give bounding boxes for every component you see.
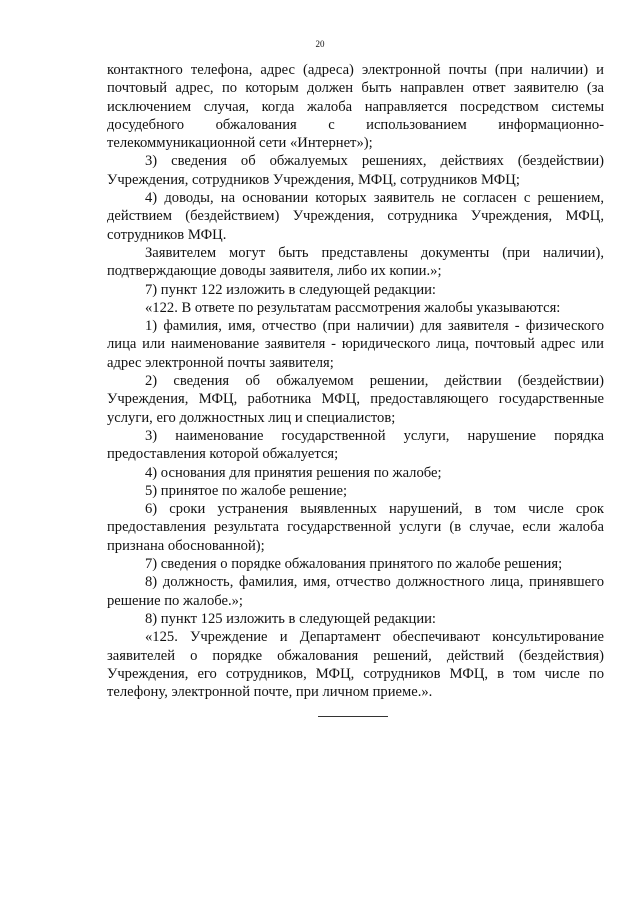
paragraph-2: 3) сведения об обжалуемых решениях, действиях (бездействии) Учреждения, сотрудников Учреждения, МФЦ, сотрудников МФЦ;: [107, 153, 604, 188]
paragraph-3: 4) доводы, на основании которых заявитель не согласен с решением, действием (бездействием) Учреждения, сотрудника Учреждения, МФЦ, сотрудников МФЦ.: [107, 190, 604, 243]
paragraph-10: 4) основания для принятия решения по жалобе;: [145, 464, 442, 481]
paragraph-7: 1) фамилия, имя, отчество (при наличии) для заявителя - физического лица или наименование заявителя - юридического лица, почтовый адрес или адрес электронной почты заявителя;: [107, 318, 604, 371]
page-number: 20: [315, 39, 325, 49]
end-of-text-rule: [318, 716, 388, 717]
paragraph-15: 8) пункт 125 изложить в следующей редакции:: [145, 610, 436, 627]
paragraph-12: 6) сроки устранения выявленных нарушений, в том числе срок предоставления результата государственной услуги (в случае, если жалоба признана обоснованной);: [107, 501, 604, 554]
document-body: [107, 61, 604, 701]
paragraph-14: 8) должность, фамилия, имя, отчество должностного лица, принявшего решение по жалобе.»;: [107, 574, 604, 609]
paragraph-16: «125. Учреждение и Департамент обеспечивают консультирование заявителей о порядке обжалования решений, действий (бездействия) Учреждения, его сотрудников, МФЦ, сотрудников МФЦ, в том числе по телефону, электронной почте, при личном приеме.».: [107, 629, 604, 701]
paragraph-11: 5) принятое по жалобе решение;: [145, 482, 348, 499]
paragraph-13: 7) сведения о порядке обжалования принятого по жалобе решения;: [145, 556, 563, 573]
paragraph-9: 3) наименование государственной услуги, нарушение порядка предоставления которой обжалуется;: [107, 427, 604, 463]
paragraph-8: 2) сведения об обжалуемом решении, действии (бездействии) Учреждения, МФЦ, работника МФЦ, предоставляющего государственные услуги, его должностных лиц и специалистов;: [107, 373, 604, 426]
paragraph-6: «122. В ответе по результатам рассмотрения жалобы указываются:: [145, 299, 561, 316]
paragraph-5: 7) пункт 122 изложить в следующей редакции:: [145, 281, 436, 298]
paragraph-4: Заявителем могут быть представлены документы (при наличии), подтверждающие доводы заявителя, либо их копии.»;: [107, 244, 604, 280]
paragraph-1: контактного телефона, адрес (адреса) электронной почты (при наличии) и почтовый адрес, по которым должен быть направлен ответ заявителю (за исключением случая, когда жалоба направляется посредством системы досудебного обжалования с использованием информационно-телекоммуникационной сети «Интернет»);: [107, 62, 604, 152]
